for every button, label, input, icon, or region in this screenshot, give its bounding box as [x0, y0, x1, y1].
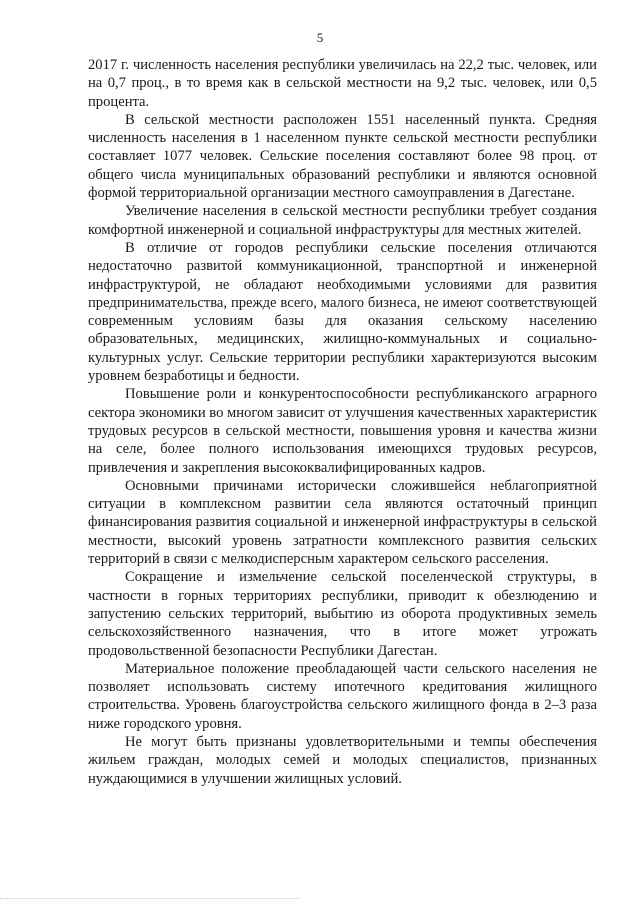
paragraph-population-growth: Увеличение населения в сельской местности республики требует создания комфортной инженерной и социальной инфраструктуры для местных жителей.	[88, 203, 597, 238]
paragraph-continuation: 2017 г. численность населения республики увеличилась на 22,2 тыс. человек, или на 0,7 проц., в то время как в сельской местности на 9,2 тыс. человек, или 0,5 процента.	[88, 57, 597, 110]
page-number: 5	[316, 30, 324, 45]
document-body	[88, 56, 597, 788]
paragraph-material-situation: Материальное положение преобладающей части сельского населения не позволяет использовать систему ипотечного кредитования жилищного строительства. Уровень благоустройства сельского жилищного фонда в 2–3 раза ниже городского уровня.	[88, 660, 597, 732]
paragraph-main-causes: Основными причинами исторически сложившейся неблагоприятной ситуации в комплексном развитии села являются остаточный принцип финансирования развития социальной и инженерной инфраструктуры в сельской местности, высокий уровень затратности комплексного развития сельских территорий в связи с мелкодисперсным характером сельского расселения.	[88, 477, 597, 568]
scan-edge-line	[0, 898, 300, 899]
paragraph-rural-settlements: В сельской местности расположен 1551 населенный пункта. Средняя численность населения в 1 населенном пункте сельской местности республики составляет 1077 человек. Сельские поселения составляют более 98 проц. от общего числа муниципальных образований республики и являются основной формой территориальной организации местного самоуправления в Дагестане.	[88, 111, 597, 202]
paragraph-infrastructure-gap: В отличие от городов республики сельские поселения отличаются недостаточно развитой коммуникационной, транспортной и инженерной инфраструктурой, не обладают необходимыми условиями для развития предпринимательства, прежде всего, малого бизнеса, не имеют соответствующей современным условиям базы для оказания сельскому населению образовательных, медицинских, жилищно-коммунальных и социально-культурных услуг. Сельские территории республики характеризуются высоким уровнем безработицы и бедности.	[88, 239, 597, 385]
paragraph-settlement-reduction: Сокращение и измельчение сельской поселенческой структуры, в частности в горных территориях республики, приводит к обезлюдению и запустению сельских территорий, выбытию из оборота продуктивных земель сельскохозяйственного назначения, что в итоге может угрожать продовольственной безопасности Республики Дагестан.	[88, 569, 597, 659]
paragraph-housing-provision: Не могут быть признаны удовлетворительными и темпы обеспечения жильем граждан, молодых семей и молодых специалистов, признанных нуждающимися в улучшении жилищных условий.	[88, 733, 597, 787]
paragraph-agrarian-sector: Повышение роли и конкурентоспособности республиканского аграрного сектора экономики во многом зависит от улучшения качественных характеристик трудовых ресурсов в сельской местности, повышения уровня и качества жизни на селе, более полного использования имеющихся трудовых ресурсов, привлечения и закрепления высококвалифицированных кадров.	[88, 386, 597, 476]
